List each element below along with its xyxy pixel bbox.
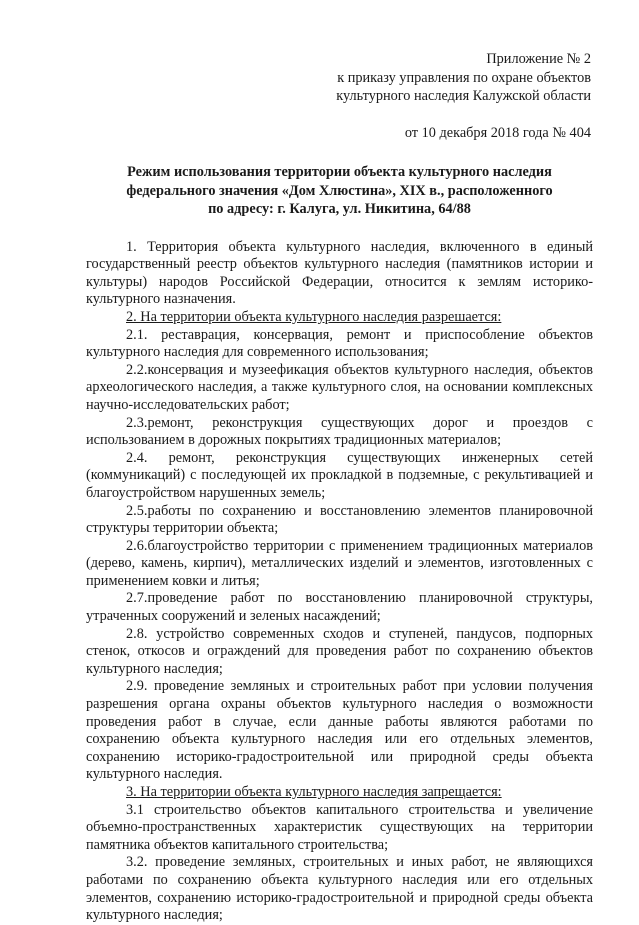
paragraph-2-1: 2.1. реставрация, консервация, ремонт и приспособление объектов культурного наследия для современного использования; (86, 326, 593, 361)
title-line: Режим использования территории объекта культурного наследия (127, 164, 552, 181)
section-heading-text: 2. На территории объекта культурного наследия разрешается: (126, 308, 502, 325)
section-heading-text: 3. На территории объекта культурного наследия запрещается: (126, 784, 502, 800)
paragraph-2-5: 2.5.работы по сохранению и восстановлению элементов планировочной структуры территории объекта; (86, 502, 593, 537)
section-heading-permitted (86, 309, 593, 327)
paragraph-3-2: 3.2. проведение земляных, строительных и иных работ, не являющихся работами по сохранению объекта культурного наследия или его отдельных элементов, сохранению историко-градостроительной и природной среды объекта культурного наследия; (86, 854, 593, 924)
order-date: от 10 декабря 2018 года № 404 (404, 124, 591, 141)
appendix-line: к приказу управления по охране объектов (337, 69, 591, 86)
title-line: федерального значения «Дом Хлюстина», XIX в., расположенного (126, 182, 553, 199)
document-body (86, 239, 593, 925)
paragraph-3-1: 3.1 строительство объектов капитального строительства и увеличение объемно-пространственных характеристик существующих на территории памятника объектов капитального строительства; (86, 801, 593, 853)
paragraph-2-3: 2.3.ремонт, реконструкция существующих дорог и проездов с использованием в дорожных покрытиях традиционных материалов; (86, 414, 593, 449)
document-title (86, 163, 593, 219)
paragraph-2-7: 2.7.проведение работ по восстановлению планировочной структуры, утраченных сооружений и зеленых насаждений; (86, 590, 593, 625)
paragraph-2-9: 2.9. проведение земляных и строительных работ при условии получения разрешения органа охраны объектов культурного наследия о возможности проведения работ в случае, если данные работы являются работами по сохранению объекта культурного наследия или его отдельных элементов, сохранению историко-градостроительной или природной среды объекта культурного наследия. (86, 678, 593, 783)
paragraph-2-8: 2.8. устройство современных сходов и ступеней, пандусов, подпорных стенок, откосов и ограждений для проведения работ по сохранению объектов культурного наследия; (86, 625, 593, 677)
section-heading-prohibited (86, 784, 593, 802)
paragraph-2-6: 2.6.благоустройство территории с применением традиционных материалов (дерево, камень, кирпич), металлических изделий и элементов, изготовленных с применением ковки и литья; (86, 537, 593, 589)
paragraph-2-2: 2.2.консервация и музеефикация объектов культурного наследия, объектов археологического наследия, а также культурного слоя, на основании комплексных научно-исследовательских работ; (86, 361, 593, 413)
appendix-block (86, 50, 591, 106)
appendix-line: Приложение № 2 (486, 51, 591, 67)
paragraph-1: 1. Территория объекта культурного наследия, включенного в единый государственный реестр объектов культурного наследия (памятников истории и культуры) народов Российской Федерации, относится к землям историко-культурного назначения. (86, 238, 593, 308)
title-line: по адресу: г. Калуга, ул. Никитина, 64/88 (208, 201, 471, 218)
appendix-line: культурного наследия Калужской области (336, 88, 591, 104)
paragraph-2-4: 2.4. ремонт, реконструкция существующих инженерных сетей (коммуникаций) с последующей их прокладкой в подземные, с рекультивацией и благоустройством нарушенных земель; (86, 449, 593, 501)
